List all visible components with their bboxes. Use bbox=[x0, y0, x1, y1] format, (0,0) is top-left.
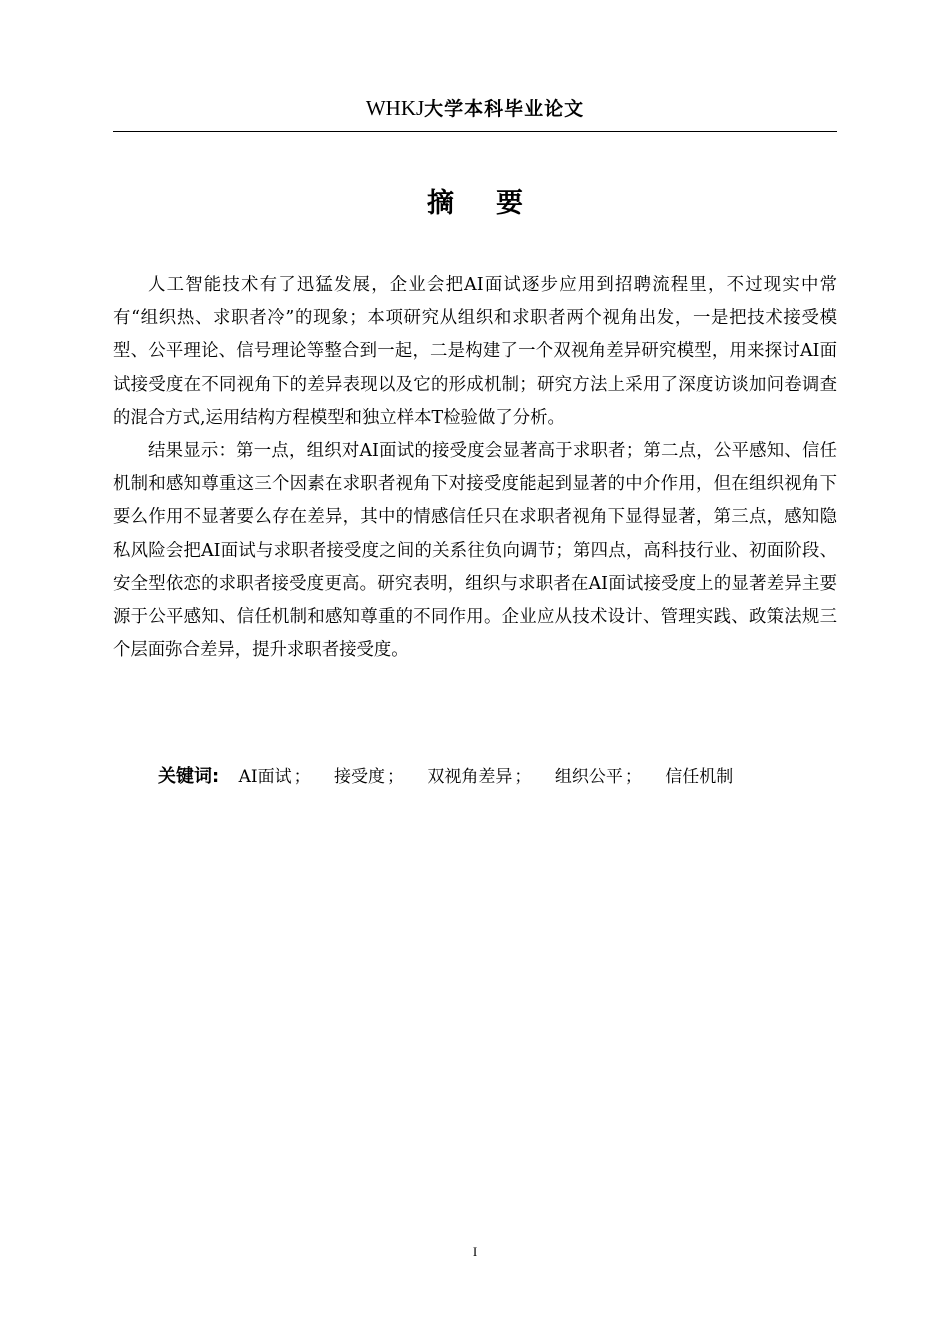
page-number: I bbox=[472, 1244, 478, 1259]
keywords-line bbox=[158, 762, 735, 792]
abstract-paragraph-1: 人工智能技术有了迅猛发展，企业会把AI面试逐步应用到招聘流程里，不过现实中常有“组织热、求职者冷”的现象；本项研究从组织和求职者两个视角出发，一是把技术接受模型、公平理论、信号理论等整合到一起，二是构建了一个双视角差异研究模型，用来探讨AI面试接受度在不同视角下的差异表现以及它的形成机制；研究方法上采用了深度访谈加问卷调查的混合方式,运用结构方程模型和独立样本T检验做了分析。 bbox=[113, 275, 837, 428]
keyword-item: 接受度 bbox=[334, 767, 386, 787]
document-header bbox=[113, 94, 837, 123]
abstract-body bbox=[113, 269, 837, 667]
keyword-separator: ； bbox=[387, 767, 405, 787]
keyword-item: AI面试 bbox=[238, 767, 292, 787]
keywords-label: 关键词: bbox=[158, 766, 220, 787]
abstract-paragraph-2: 结果显示：第一点，组织对AI面试的接受度会显著高于求职者；第二点，公平感知、信任机制和感知尊重这三个因素在求职者视角下对接受度能起到显著的中介作用，但在组织视角下要么作用不显著要么存在差异，其中的情感信任只在求职者视角下显得显著，第三点，感知隐私风险会把AI面试与求职者接受度之间的关系往负向调节；第四点，高科技行业、初面阶段、安全型依恋的求职者接受度更高。研究表明，组织与求职者在AI面试接受度上的显著差异主要源于公平感知、信任机制和感知尊重的不同作用。企业应从技术设计、管理实践、政策法规三个层面弥合差异，提升求职者接受度。 bbox=[113, 441, 837, 661]
keyword-separator: ； bbox=[293, 767, 311, 787]
keyword-item: 双视角差异 bbox=[427, 767, 513, 787]
header-divider bbox=[113, 131, 837, 132]
keyword-separator: ； bbox=[514, 767, 532, 787]
keyword-item: 组织公平 bbox=[554, 767, 623, 787]
keyword-item: 信任机制 bbox=[665, 767, 734, 787]
abstract-title: 摘要 bbox=[427, 188, 565, 219]
keyword-separator: ； bbox=[624, 767, 642, 787]
header-thesis-label: 大学本科毕业论文 bbox=[424, 98, 585, 120]
header-university-code: WHKJ bbox=[365, 96, 425, 120]
